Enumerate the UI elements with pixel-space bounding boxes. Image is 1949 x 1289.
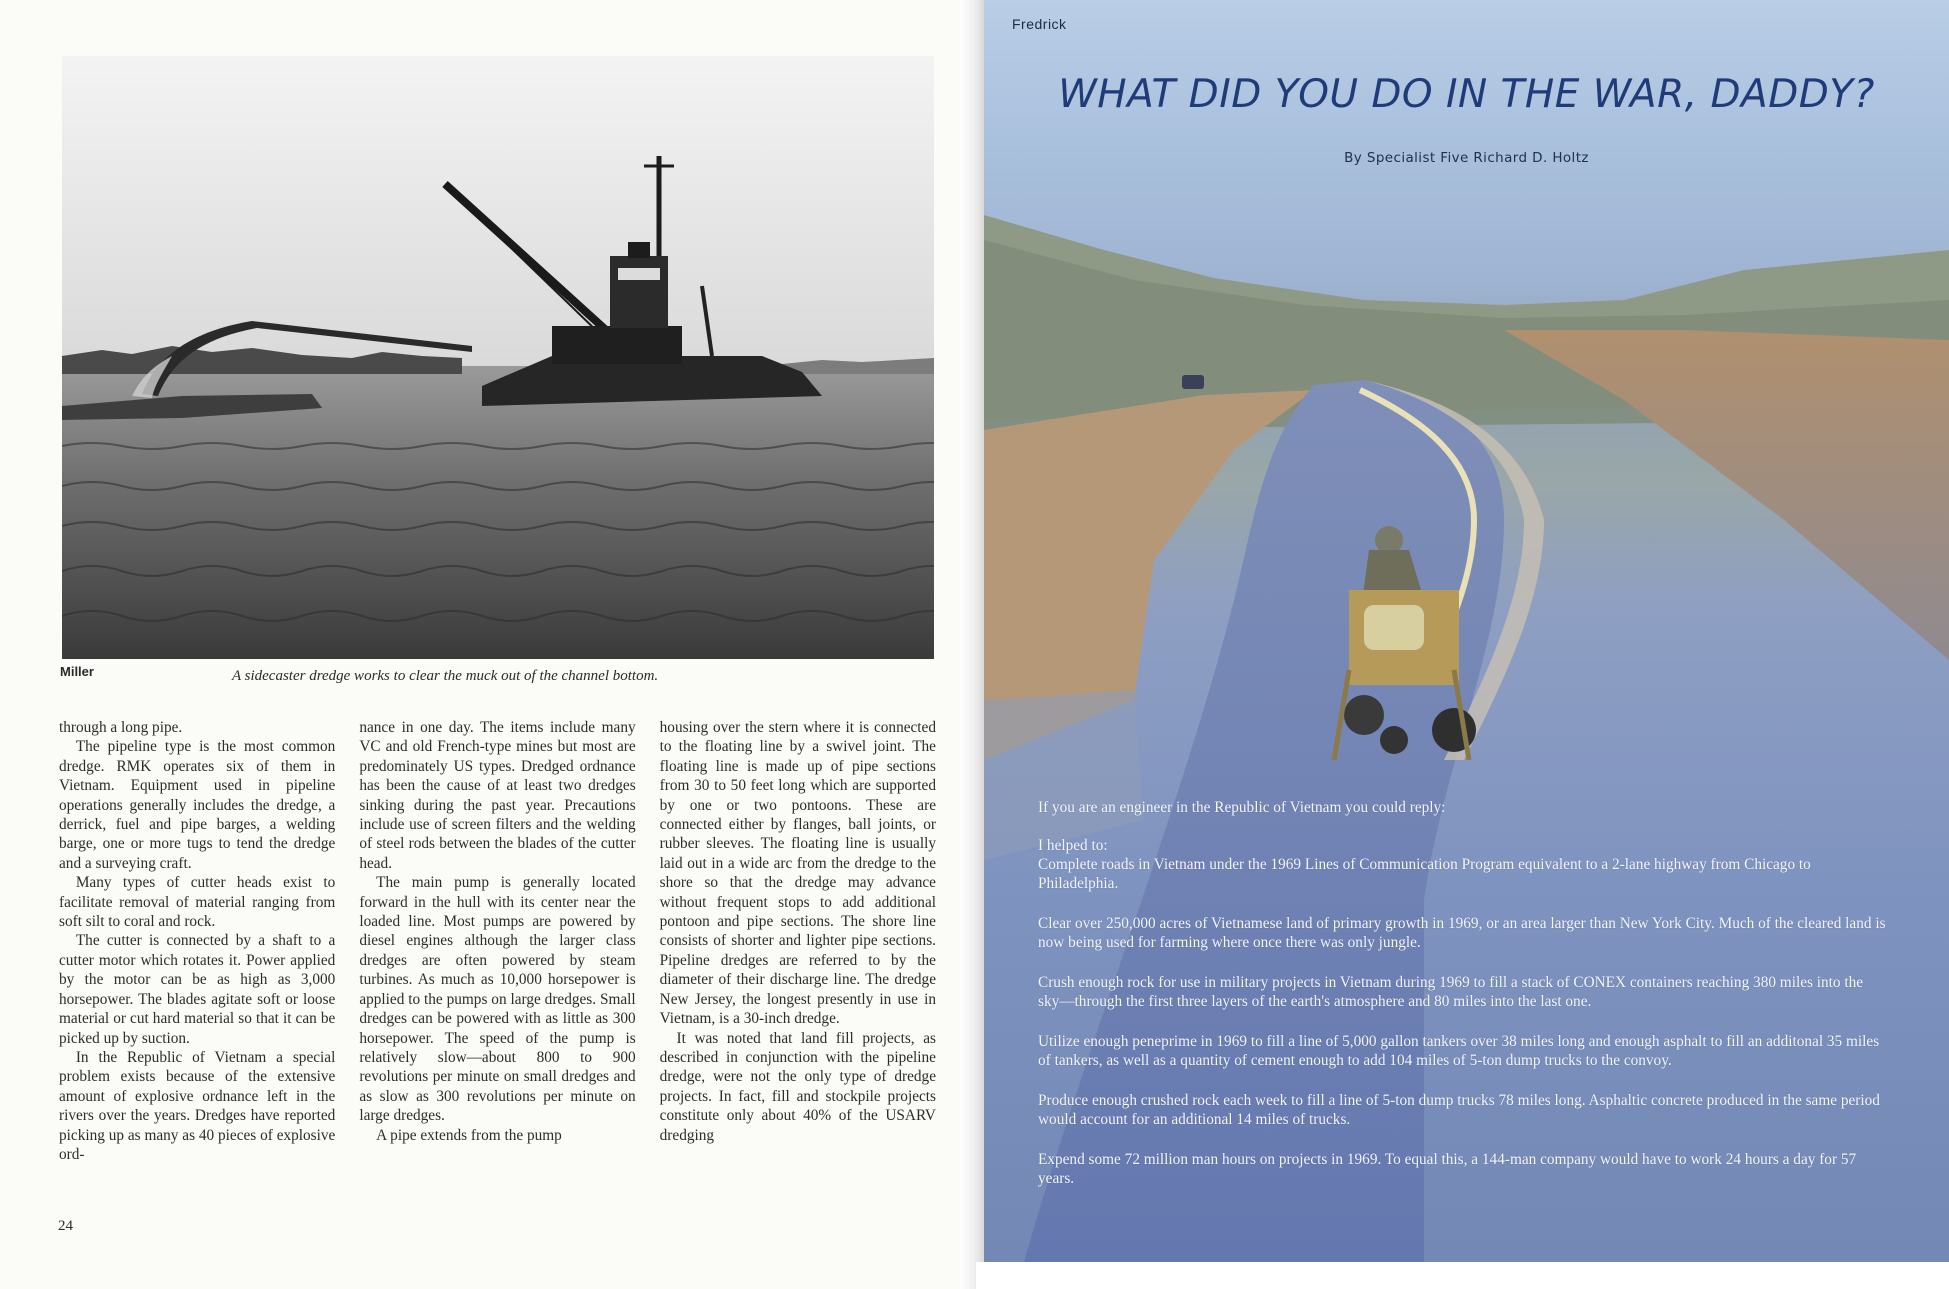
section-label: Fredrick — [1012, 16, 1067, 32]
intro-text: If you are an engineer in the Republic of Vietnam you could reply: — [1038, 799, 1446, 816]
article-paragraph: The main pump is generally located forward in the hull with its center near the loaded line. Most pumps are powered by diesel engines although the larger class dredges are often powered by steam turbines. As much as 10,000 horsepower is applied to the pumps on large dredges. Small dredges can be powered with as little as 300 horsepower. The speed of the pump is relatively slow—about 800 to 900 revolutions per minute on small dredges and as slow as 300 revolutions per minute on large dredges. — [359, 874, 636, 1125]
text-column-2 — [359, 718, 635, 1202]
helped-label: I helped to: — [1038, 837, 1108, 854]
article-paragraph: The pipeline type is the most common dredge. RMK operates six of them in Vietnam. Equipment used in pipeline operations generally includes the dredge, a derrick, fuel and pipe barges, a welding barge, one or more tugs to tend the dredge and a surveying craft. — [59, 738, 336, 872]
article-paragraph: Many types of cutter heads exist to facilitate removal of material ranging from soft silt to coral and rock. — [59, 874, 336, 931]
accomplishment-item: Complete roads in Vietnam under the 1969 Lines of Communication Program equivalent to a 2-lane highway from Chicago to Philadelphia. — [1038, 856, 1811, 892]
accomplishments-list — [1038, 798, 1888, 1209]
article-paragraph: housing over the stern where it is connected to the floating line by a swivel joint. The floating line is made up of pipe sections from 30 to 50 feet long which are supported by one or two pontoons. These are connected either by flanges, ball joints, or rubber sleeves. The floating line is usually laid out in a wide arc from the dredge to the shore so that the dredge may advance without frequent stops to add additional pontoon and pipe sections. The shore line consists of shorter and lighter pipe sections. Pipeline dredges are referred to by the diameter of their discharge line. The dredge New Jersey, the longest presently in use in Vietnam, is a 30-inch dredge. — [659, 719, 936, 1028]
text-column-3 — [660, 718, 936, 1202]
accomplishment-item: Expend some 72 million man hours on projects in 1969. To equal this, a 144-man company would have to work 24 hours a day for 57 years. — [1038, 1151, 1857, 1187]
accomplishment-item: Crush enough rock for use in military projects in Vietnam during 1969 to fill a stack of CONEX containers reaching 380 miles into the sky—through the first three layers of the earth's atmosphere and 80 miles into the last one. — [1038, 974, 1864, 1010]
article-paragraph: The cutter is connected by a shaft to a cutter motor which rotates it. Power applied by the motor can be as high as 3,000 horsepower. The blades agitate soft or loose material or cut hard material so that it can be picked up by suction. — [59, 932, 336, 1047]
article-headline: WHAT DID YOU DO IN THE WAR, DADDY? — [1058, 72, 1875, 117]
accomplishment-item: Clear over 250,000 acres of Vietnamese land of primary growth in 1969, or an area larger than New York City. Much of the cleared land is now being used for farming where once there was only jungle. — [1038, 915, 1886, 951]
page-number: 24 — [58, 1218, 73, 1234]
article-paragraph: It was noted that land fill projects, as described in conjunction with the pipeline dredge, were not the only type of dredge projects. In fact, fill and stockpile projects constitute only about 40% of the USARV dredging — [659, 1029, 936, 1144]
article-columns — [59, 718, 936, 1202]
photo-credit: Miller — [60, 664, 94, 679]
accomplishment-item: Utilize enough peneprime in 1969 to fill a line of 5,000 gallon tankers over 38 miles long and enough asphalt to fill an additonal 35 miles of tankers, as well as a quantity of cement enough to add 104 miles of 5-ton dump trucks to the convoy. — [1038, 1033, 1880, 1069]
right-page — [984, 0, 1949, 1262]
article-byline: By Specialist Five Richard D. Holtz — [1344, 150, 1589, 166]
article-paragraph: A pipe extends from the pump — [376, 1126, 562, 1144]
text-column-1 — [59, 718, 335, 1202]
dredge-photo — [62, 56, 934, 659]
photo-caption: A sidecaster dredge works to clear the muck out of the channel bottom. — [232, 668, 659, 684]
article-paragraph: nance in one day. The items include many VC and old French-type mines but most are predominately US types. Dredged ordnance has been the cause of at least two dredges sinking during the past year. Precautions include use of screen filters and the welding of steel rods between the blades of the cutter head. — [359, 719, 636, 872]
scan-margin — [976, 1262, 1949, 1289]
page-gutter — [960, 0, 984, 1289]
article-paragraph: In the Republic of Vietnam a special problem exists because of the extensive amount of explosive ordnance left in the rivers over the years. Dredges have reported picking up as many as 40 pieces of explosive ord- — [59, 1048, 336, 1163]
accomplishment-item: Produce enough crushed rock each week to fill a line of 5-ton dump trucks 78 miles long. Asphaltic concrete produced in the same period would account for an additional 14 miles of trucks. — [1038, 1092, 1880, 1128]
article-paragraph: through a long pipe. — [59, 719, 183, 736]
